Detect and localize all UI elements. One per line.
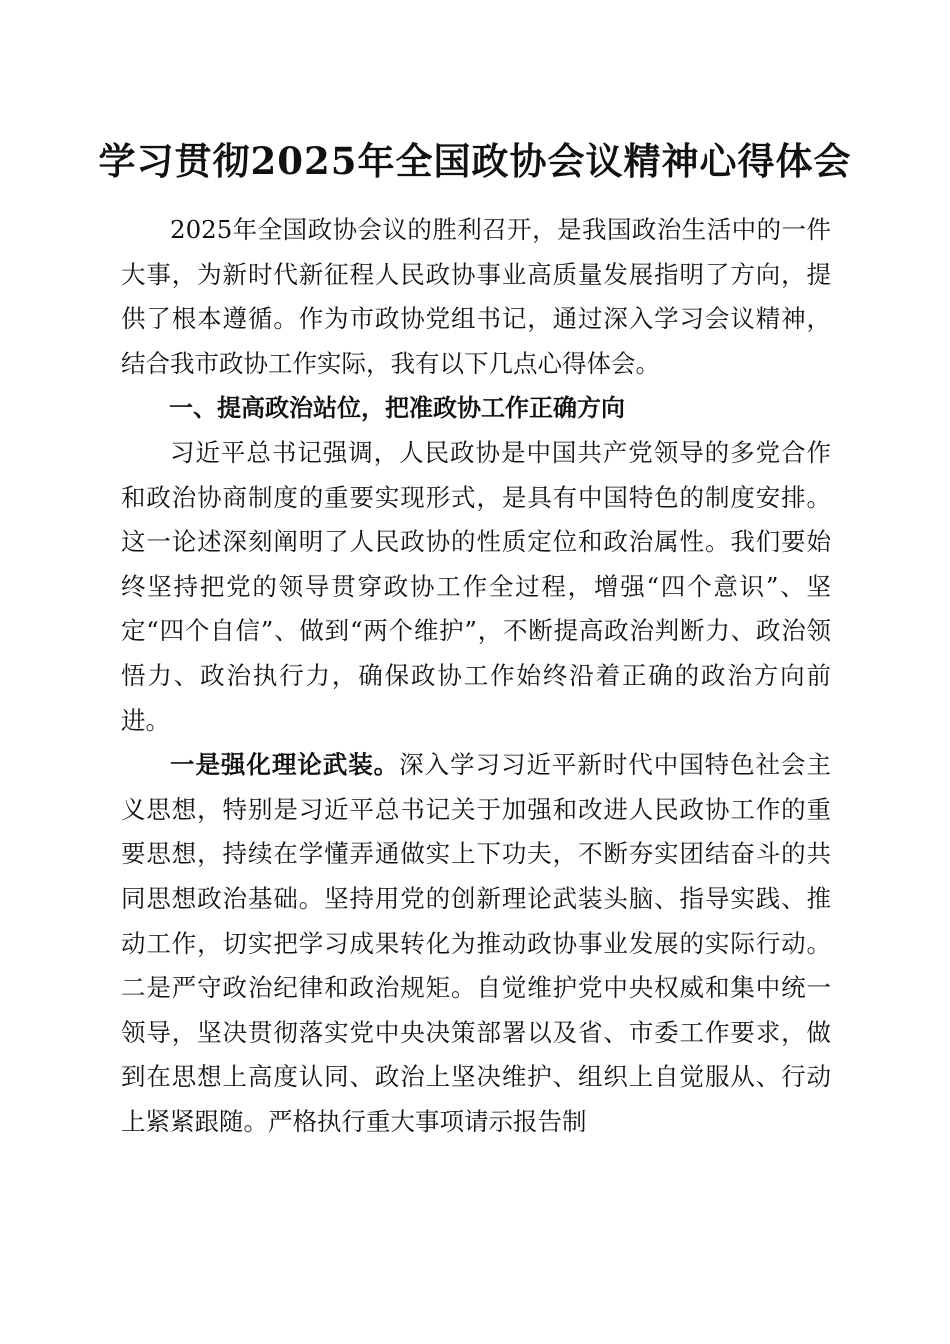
lead-phrase: 一是强化理论武装。 — [170, 750, 400, 780]
section-heading: 一、提高政治站位，把准政协工作正确方向 — [169, 394, 625, 423]
intro-paragraph: 2025年全国政协会议的胜利召开，是我国政治生活中的一件大事，为新时代新征程人民政协事业高质量发展指明了方向，提供了根本遵循。作为市政协党组书记，通过深入学习会议精神，结合我市政协工作实际，我有以下几点心得体会。 — [121, 215, 831, 378]
paragraph-text: 深入学习习近平新时代中国特色社会主义思想，特别是习近平总书记关于加强和改进人民政协工作的重要思想，持续在学懂弄通做实上下功夫，不断夯实团结奋斗的共同思想政治基础。坚持用党的创新理论武装头脑、指导实践、推动工作，切实把学习成果转化为推动政协事业发展的实际行动。二是严守政治纪律和政治规矩。自觉维护党中央权威和集中统一领导，坚决贯彻落实党中央决策部署以及省、市委工作要求，做到在思想上高度认同、政治上坚决维护、组织上自觉服从、行动上紧紧跟随。严格执行重大事项请示报告制 — [121, 750, 831, 1136]
body-paragraph-theory — [121, 743, 831, 1144]
document-title: 学习贯彻2025年全国政协会议精神心得体会 — [98, 139, 852, 183]
document-body — [121, 208, 831, 1144]
body-paragraph: 习近平总书记强调，人民政协是中国共产党领导的多党合作和政治协商制度的重要实现形式，是具有中国特色的制度安排。这一论述深刻阐明了人民政协的性质定位和政治属性。我们要始终坚持把党的领导贯穿政协工作全过程，增强“四个意识”、坚定“四个自信”、做到“两个维护”，不断提高政治判断力、政治领悟力、政治执行力，确保政协工作始终沿着正确的政治方向前进。 — [121, 437, 831, 735]
